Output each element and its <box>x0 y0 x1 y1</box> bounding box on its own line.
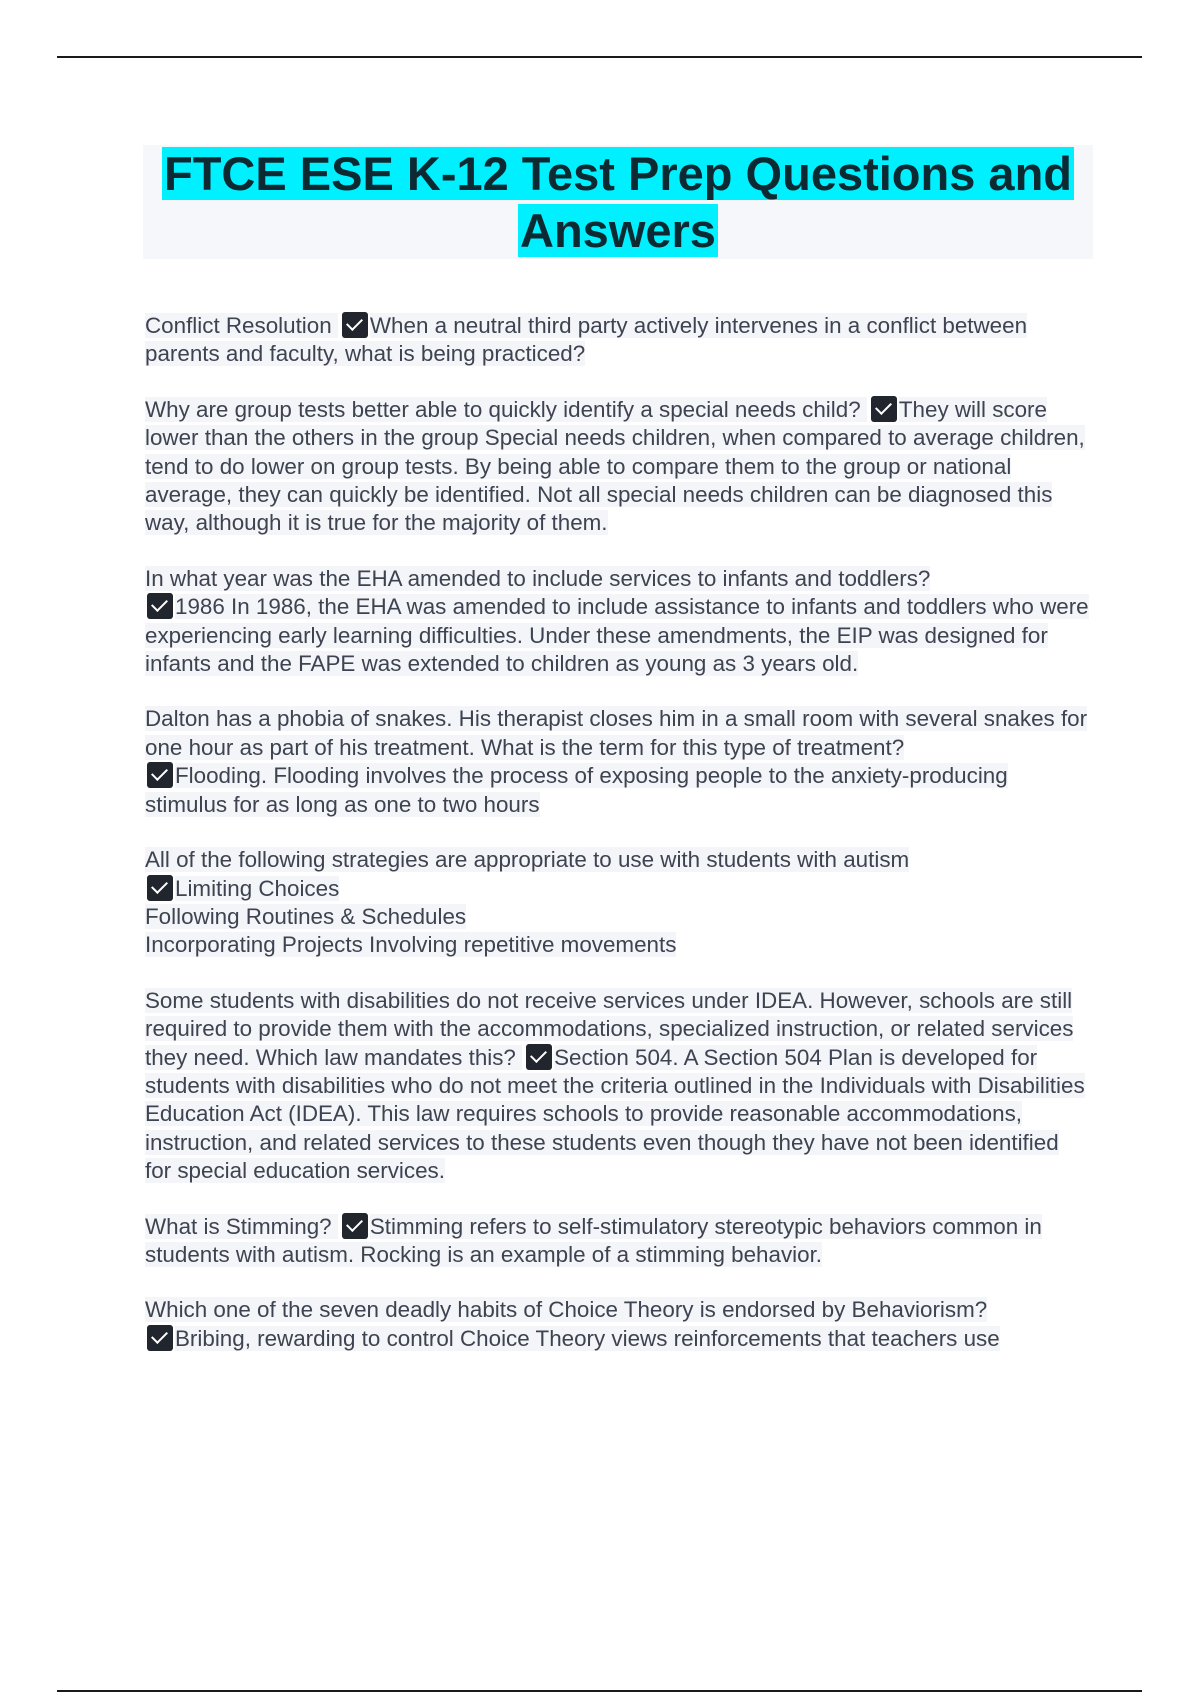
answer-text: Stimming refers to self-stimulatory stereotypic behaviors common in students with autism. Rocking is an example of a stimming behavior. <box>145 1213 1042 1267</box>
check-box-icon <box>526 1044 552 1070</box>
answer-line: Limiting Choices <box>175 875 340 901</box>
question-text: What is Stimming? <box>145 1213 338 1239</box>
qa-item <box>145 1296 1090 1353</box>
qa-item <box>145 565 1090 679</box>
answer-line: Following Routines & Schedules <box>145 903 467 929</box>
answer-text: Flooding. Flooding involves the process of exposing people to the anxiety-producing stimulus for as long as one to two hours <box>145 763 1008 817</box>
answer-text: Section 504. A Section 504 Plan is developed for students with disabilities who do not meet the criteria outlined in the Individuals with Disabilities Education Act (IDEA). This law requires schools to provide reasonable accommodations, instruction, and related services to these students even though they have not been identified for special education services. <box>145 1044 1085 1184</box>
question-text: Conflict Resolution <box>145 313 338 338</box>
answer-text: 1986 In 1986, the EHA was amended to include assistance to infants and toddlers who were experiencing early learning difficulties. Under these amendments, the EIP was designed for infants and the FAPE was extended to children as young as 3 years old. <box>145 594 1089 677</box>
title-block <box>143 145 1093 259</box>
check-box-icon <box>147 593 173 619</box>
check-box-icon <box>147 762 173 788</box>
question-text: Some students with disabilities do not receive services under IDEA. However, schools are still required to provide them with the accommodations, specialized instruction, or related services they need. Which law mandates this? <box>145 987 1074 1070</box>
bottom-rule <box>57 1690 1142 1692</box>
title-line-1: FTCE ESE K-12 Test Prep Questions and <box>164 147 1072 200</box>
check-box-icon <box>342 1213 368 1239</box>
answer-line: Incorporating Projects Involving repetitive movements <box>145 932 677 958</box>
qa-item <box>145 705 1090 819</box>
question-text: Dalton has a phobia of snakes. His therapist closes him in a small room with several snakes for one hour as part of his treatment. What is the term for this type of treatment? <box>145 706 1088 760</box>
check-box-icon <box>147 875 173 901</box>
question-text: Which one of the seven deadly habits of Choice Theory is endorsed by Behaviorism? <box>145 1297 988 1323</box>
question-text: All of the following strategies are appropriate to use with students with autism <box>145 847 910 873</box>
top-rule <box>57 56 1142 58</box>
question-text: Why are group tests better able to quickly identify a special needs child? <box>145 396 867 422</box>
qa-item <box>145 987 1090 1186</box>
answer-text: Bribing, rewarding to control Choice Theory views reinforcements that teachers use <box>175 1325 1000 1351</box>
qa-list <box>145 312 1090 1380</box>
check-box-icon <box>147 1325 173 1351</box>
title-line-2: Answers <box>520 204 716 257</box>
qa-item <box>145 1213 1090 1270</box>
page-title <box>143 145 1093 259</box>
check-box-icon <box>342 312 368 338</box>
qa-item <box>145 312 1090 369</box>
question-text: In what year was the EHA amended to include services to infants and toddlers? <box>145 565 931 591</box>
qa-item <box>145 846 1090 960</box>
qa-item <box>145 396 1090 538</box>
check-box-icon <box>871 396 897 422</box>
answer-text: When a neutral third party actively intervenes in a conflict between parents and faculty, what is being practiced? <box>145 313 1028 367</box>
answer-text: They will score lower than the others in the group Special needs children, when compared to average children, tend to do lower on group tests. By being able to compare them to the group or national average, they can quickly be identified. Not all special needs children can be diagnosed this way, although it is true for the majority of them. <box>145 396 1085 536</box>
